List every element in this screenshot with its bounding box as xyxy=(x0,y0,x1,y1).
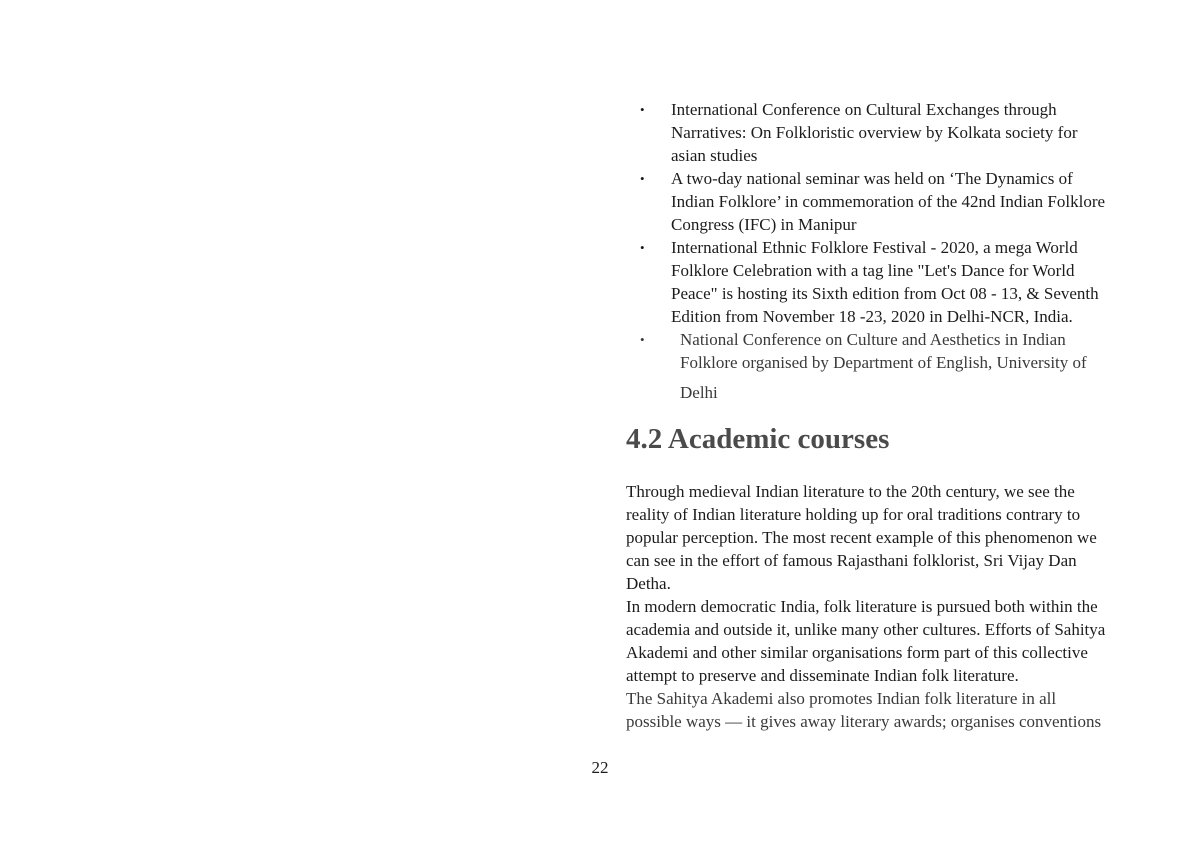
list-item-text-end: Delhi xyxy=(680,383,718,402)
body-text xyxy=(626,480,1106,733)
bullet-icon: • xyxy=(640,102,645,117)
list-item xyxy=(626,236,1106,328)
paragraph: In modern democratic India, folk literature is pursued both within the academia and outside it, unlike many other cultures. Efforts of Sahitya Akademi and other similar organisations form part of this collective attempt to preserve and disseminate Indian folk literature. xyxy=(626,597,1106,685)
page-number: 22 xyxy=(591,758,609,777)
events-bullet-list xyxy=(626,98,1106,404)
list-item-text: International Ethnic Folklore Festival - 2020, a mega World Folklore Celebration with a tag line "Let's Dance for World Peace" is hosting its Sixth edition from Oct 08 - 13, & Seventh Edition from November 18 -23, 2020 in Delhi-NCR, India. xyxy=(671,238,1099,326)
paragraph: The Sahitya Akademi also promotes Indian folk literature in all possible ways — it gives away literary awards; organises conventions xyxy=(626,689,1102,731)
section-heading: 4.2 Academic courses xyxy=(626,423,890,455)
paragraph: Through medieval Indian literature to the 20th century, we see the reality of Indian literature holding up for oral traditions contrary to popular perception. The most recent example of this phenomenon we can see in the effort of famous Rajasthani folklorist, Sri Vijay Dan Detha. xyxy=(626,482,1097,593)
bullet-icon: • xyxy=(640,171,645,186)
list-item-text: International Conference on Cultural Exchanges through Narratives: On Folkloristic overview by Kolkata society for asian studies xyxy=(671,100,1078,165)
list-item-text: A two-day national seminar was held on ‘The Dynamics of Indian Folklore’ in commemoration of the 42nd Indian Folklore Congress (IFC) in Manipur xyxy=(671,169,1106,234)
page-content xyxy=(626,98,1106,733)
list-item xyxy=(626,98,1106,167)
list-item xyxy=(626,328,1106,404)
list-item xyxy=(626,167,1106,236)
list-item-text: National Conference on Culture and Aesthetics in Indian Folklore organised by Department of English, University of xyxy=(680,330,1087,372)
bullet-icon: • xyxy=(640,332,645,347)
bullet-icon: • xyxy=(640,240,645,255)
